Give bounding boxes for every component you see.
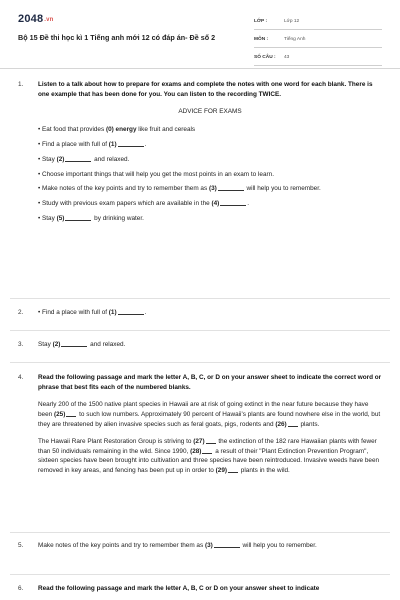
question-instruction: Read the following passage and mark the letter A, B, C, or D on your answer sheet to indicate the correct word or phrase that best fits each of the numbered blanks. [38, 374, 382, 391]
answer-blank[interactable] [66, 415, 76, 417]
passage-paragraph: The Hawaii Rare Plant Restoration Group is striving to (27) the extinction of the 182 rare Hawaiian plants with fewer than 50 individuals remaining in the wild. Since 1990, (28) a result of their "Plant Extinction Prevention Program", sixteen species have been brought into cultivation and three species have been reintroduced. Invasive weeds have been removed in key areas, and fencing has been put up in order to (29) plants in the wild. [38, 437, 380, 475]
meta-value: 43 [284, 55, 290, 60]
question-instruction: Read the following passage and mark the letter A, B, C or D on your answer sheet to indicate [38, 585, 320, 592]
document-header [0, 0, 400, 66]
answer-blank[interactable] [65, 219, 91, 221]
logo-suffix: .vn [44, 17, 54, 23]
question-3: 3. Stay (2) and relaxed. [18, 341, 126, 348]
meta-value: Lớp 12 [284, 19, 300, 24]
passage-paragraph: Nearly 200 of the 1500 native plant species in Hawaii are at risk of going extinct in the near future because they have been (25) to such low numbers. Approximately 90 percent of Hawaii's plants are found nowhere else in the world, but they are threatened by alien invasive species such as feral goats, pigs, rodents and (26) plants. [38, 400, 381, 428]
question-number: 6. [18, 585, 24, 592]
section-heading: ADVICE FOR EXAMS [178, 107, 242, 115]
answer-blank[interactable] [65, 160, 91, 162]
meta-row-subject [254, 32, 382, 48]
meta-row-count [254, 50, 382, 66]
answer-blank[interactable] [118, 145, 144, 147]
note-item: • Find a place with full of (1) . [38, 140, 147, 148]
meta-label: MÔN : [254, 37, 269, 42]
answer-blank[interactable] [220, 204, 246, 206]
note-item: • Make notes of the key points and try to remember them as (3) will help you to remember. [38, 185, 321, 193]
question-divider [10, 362, 390, 363]
answer-blank[interactable] [118, 313, 144, 315]
question-number: 1. [18, 81, 24, 88]
answer-blank[interactable] [288, 425, 298, 427]
meta-table [254, 14, 382, 68]
question-4 [18, 373, 382, 483]
question-divider [10, 330, 390, 331]
answer-blank[interactable] [214, 546, 240, 548]
question-number: 3. [18, 341, 24, 348]
header-divider [0, 68, 400, 69]
meta-row-class [254, 14, 382, 30]
site-logo[interactable] [18, 13, 54, 25]
document-title: Bộ 15 Đề thi học kì 1 Tiếng anh mới 12 có đáp án- Đề số 2 [18, 33, 216, 42]
note-item: • Stay (2) and relaxed. [38, 155, 130, 163]
answer-blank[interactable] [61, 345, 87, 347]
question-5: 5. Make notes of the key points and try to remember them as (3) will help you to remember. [18, 542, 317, 549]
answer-blank[interactable] [206, 442, 216, 444]
meta-label: LỚP : [254, 19, 268, 24]
note-item: • Eat food that provides (0) energy like fruit and cereals [38, 125, 196, 133]
question-number: 4. [18, 374, 24, 381]
logo-text: 2048 [18, 13, 44, 25]
question-instruction: Listen to a talk about how to prepare for exams and complete the notes with one word for each blank. There is one example that has been done for you. You can listen to the recording TWICE. [38, 81, 373, 98]
answer-blank[interactable] [202, 452, 212, 454]
meta-value: Tiếng Anh [284, 37, 306, 42]
question-number: 5. [18, 542, 24, 549]
answer-blank[interactable] [228, 471, 238, 473]
question-1 [18, 80, 382, 229]
question-number: 2. [18, 309, 24, 316]
meta-label: SỐ CÂU : [254, 55, 276, 60]
question-divider [10, 574, 390, 575]
note-item: • Stay (5) by drinking water. [38, 215, 144, 223]
note-item: • Choose important things that will help you get the most points in an exam to learn. [38, 170, 274, 178]
question-2: 2. • Find a place with full of (1) . [18, 309, 147, 316]
note-item: • Study with previous exam papers which are available in the (4) . [38, 200, 250, 208]
question-divider [10, 532, 390, 533]
answer-blank[interactable] [218, 189, 244, 191]
question-divider [10, 298, 390, 299]
question-6 [18, 584, 382, 594]
